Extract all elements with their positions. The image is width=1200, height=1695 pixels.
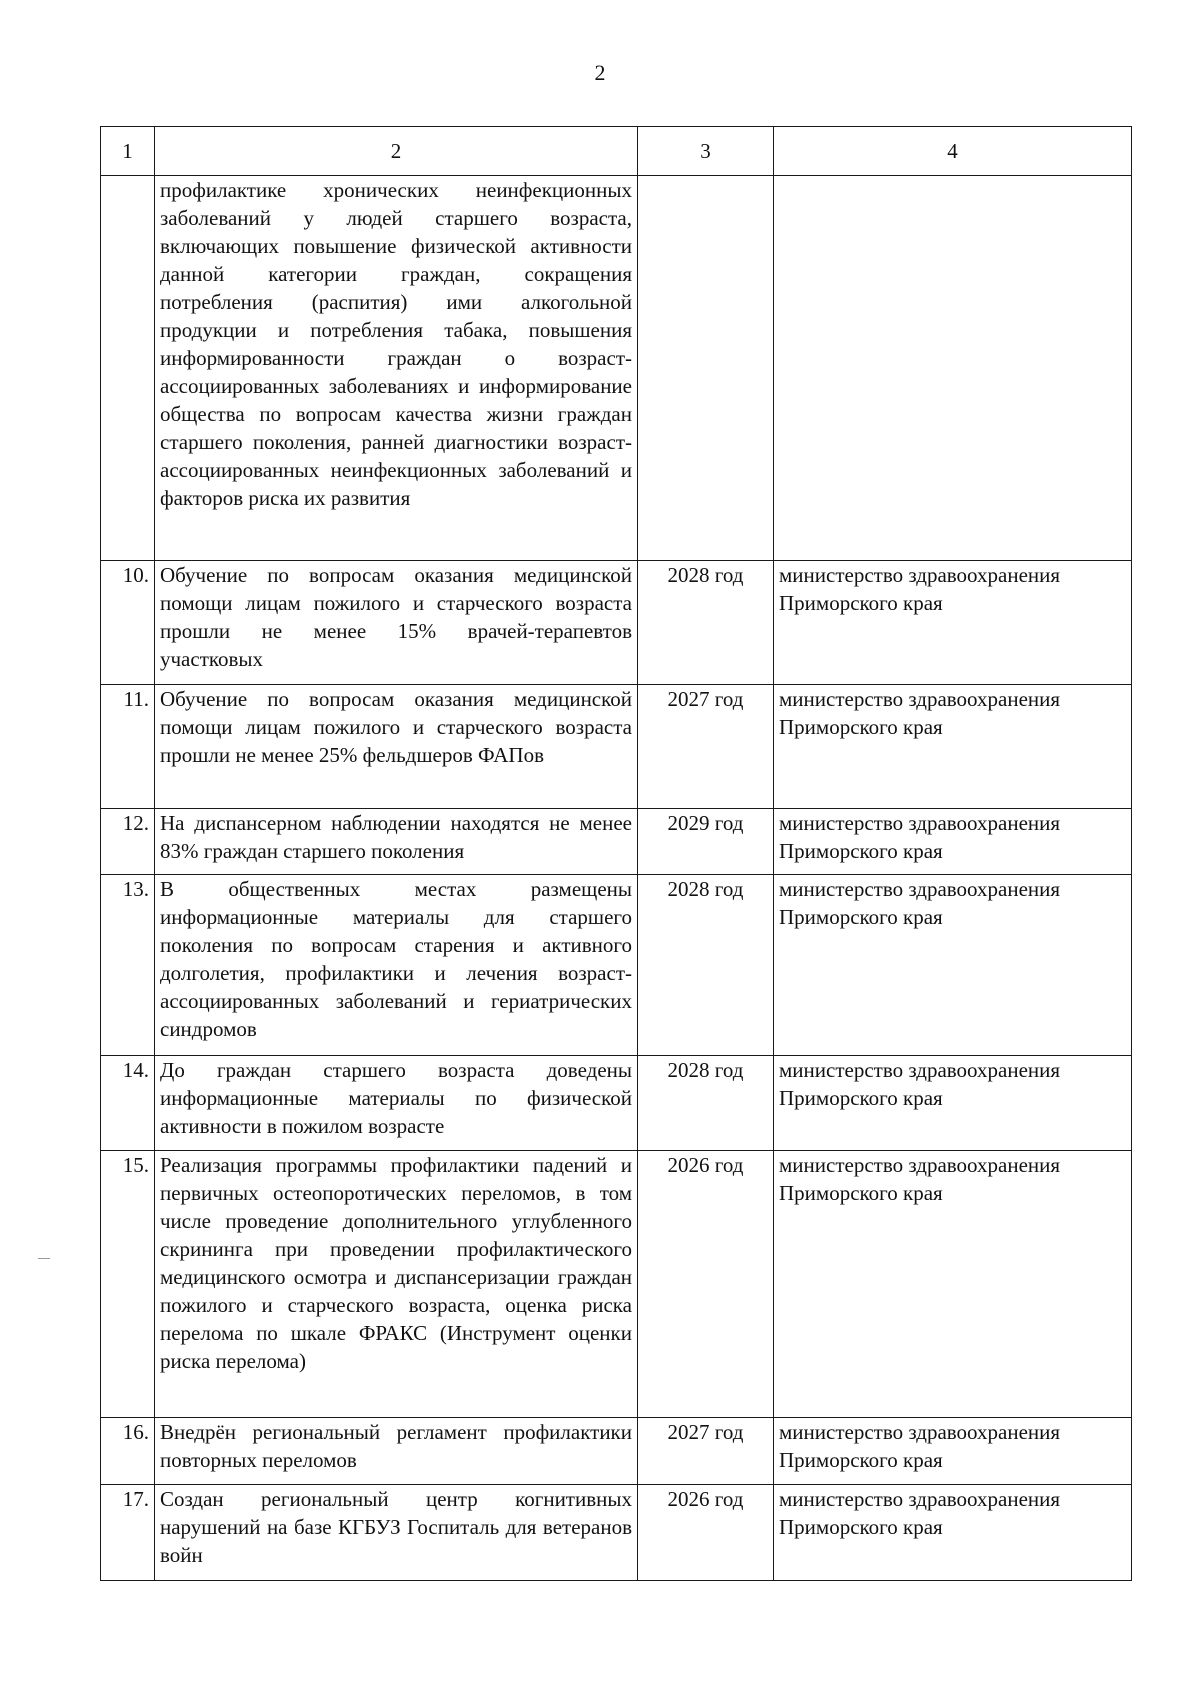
row-responsible: министерство здравоохранения Приморского края bbox=[774, 1418, 1132, 1485]
row-deadline: 2028 год bbox=[638, 561, 774, 685]
row-measure: Внедрён региональный регламент профилактики повторных переломов bbox=[155, 1418, 638, 1485]
row-measure: Обучение по вопросам оказания медицинской помощи лицам пожилого и старческого возраста прошли не менее 25% фельдшеров ФАПов bbox=[155, 685, 638, 809]
row-number: 14. bbox=[101, 1056, 155, 1151]
row-responsible: министерство здравоохранения Приморского края bbox=[774, 1485, 1132, 1581]
table-row bbox=[101, 1418, 1132, 1485]
row-responsible: министерство здравоохранения Приморского края bbox=[774, 685, 1132, 809]
measures-table bbox=[100, 126, 1132, 1581]
row-measure: До граждан старшего возраста доведены информационные материалы по физической активности в пожилом возрасте bbox=[155, 1056, 638, 1151]
row-measure: профилактике хронических неинфекционных заболеваний у людей старшего возраста, включающих повышение физической активности данной категории граждан, сокращения потребления (распития) ими алкогольной продукции и потребления табака, повышения информированности граждан о возраст-ассоциированных заболеваниях и информирование общества по вопросам качества жизни граждан старшего поколения, ранней диагностики возраст-ассоциированных неинфекционных заболеваний и факторов риска их развития bbox=[155, 176, 638, 561]
row-measure: На диспансерном наблюдении находятся не менее 83% граждан старшего поколения bbox=[155, 809, 638, 875]
row-responsible: министерство здравоохранения Приморского края bbox=[774, 1056, 1132, 1151]
row-number: 17. bbox=[101, 1485, 155, 1581]
table-row bbox=[101, 1056, 1132, 1151]
row-number: 15. bbox=[101, 1151, 155, 1418]
row-number bbox=[101, 176, 155, 561]
row-deadline: 2026 год bbox=[638, 1485, 774, 1581]
column-header-responsible: 4 bbox=[774, 127, 1132, 176]
row-measure: Реализация программы профилактики падений и первичных остеопоротических переломов, в том числе проведение дополнительного углубленного скрининга при проведении профилактического медицинского осмотра и диспансеризации граждан пожилого и старческого возраста, оценка риска перелома по шкале ФРАКС (Инструмент оценки риска перелома) bbox=[155, 1151, 638, 1418]
table-row bbox=[101, 561, 1132, 685]
table-header-row bbox=[101, 127, 1132, 176]
table-row bbox=[101, 176, 1132, 561]
row-responsible: министерство здравоохранения Приморского края bbox=[774, 809, 1132, 875]
row-deadline: 2029 год bbox=[638, 809, 774, 875]
row-measure: В общественных местах размещены информационные материалы для старшего поколения по вопросам старения и активного долголетия, профилактики и лечения возраст-ассоциированных заболеваний и гериатрических синдромов bbox=[155, 875, 638, 1056]
table-row bbox=[101, 809, 1132, 875]
row-deadline bbox=[638, 176, 774, 561]
column-header-number: 1 bbox=[101, 127, 155, 176]
row-number: 11. bbox=[101, 685, 155, 809]
row-responsible: министерство здравоохранения Приморского края bbox=[774, 561, 1132, 685]
row-responsible: министерство здравоохранения Приморского края bbox=[774, 1151, 1132, 1418]
row-number: 16. bbox=[101, 1418, 155, 1485]
row-deadline: 2027 год bbox=[638, 1418, 774, 1485]
table-row bbox=[101, 685, 1132, 809]
table-row bbox=[101, 1151, 1132, 1418]
row-measure: Создан региональный центр когнитивных нарушений на базе КГБУЗ Госпиталь для ветеранов войн bbox=[155, 1485, 638, 1581]
row-responsible bbox=[774, 176, 1132, 561]
row-deadline: 2028 год bbox=[638, 1056, 774, 1151]
row-deadline: 2027 год bbox=[638, 685, 774, 809]
row-number: 13. bbox=[101, 875, 155, 1056]
row-number: 10. bbox=[101, 561, 155, 685]
row-measure: Обучение по вопросам оказания медицинской помощи лицам пожилого и старческого возраста прошли не менее 15% врачей-терапевтов участковых bbox=[155, 561, 638, 685]
page-number: 2 bbox=[594, 60, 606, 85]
scan-artifact-line bbox=[38, 1258, 50, 1259]
row-number: 12. bbox=[101, 809, 155, 875]
column-header-measure: 2 bbox=[155, 127, 638, 176]
table-row bbox=[101, 1485, 1132, 1581]
row-responsible: министерство здравоохранения Приморского края bbox=[774, 875, 1132, 1056]
table-row bbox=[101, 875, 1132, 1056]
column-header-deadline: 3 bbox=[638, 127, 774, 176]
row-deadline: 2028 год bbox=[638, 875, 774, 1056]
row-deadline: 2026 год bbox=[638, 1151, 774, 1418]
